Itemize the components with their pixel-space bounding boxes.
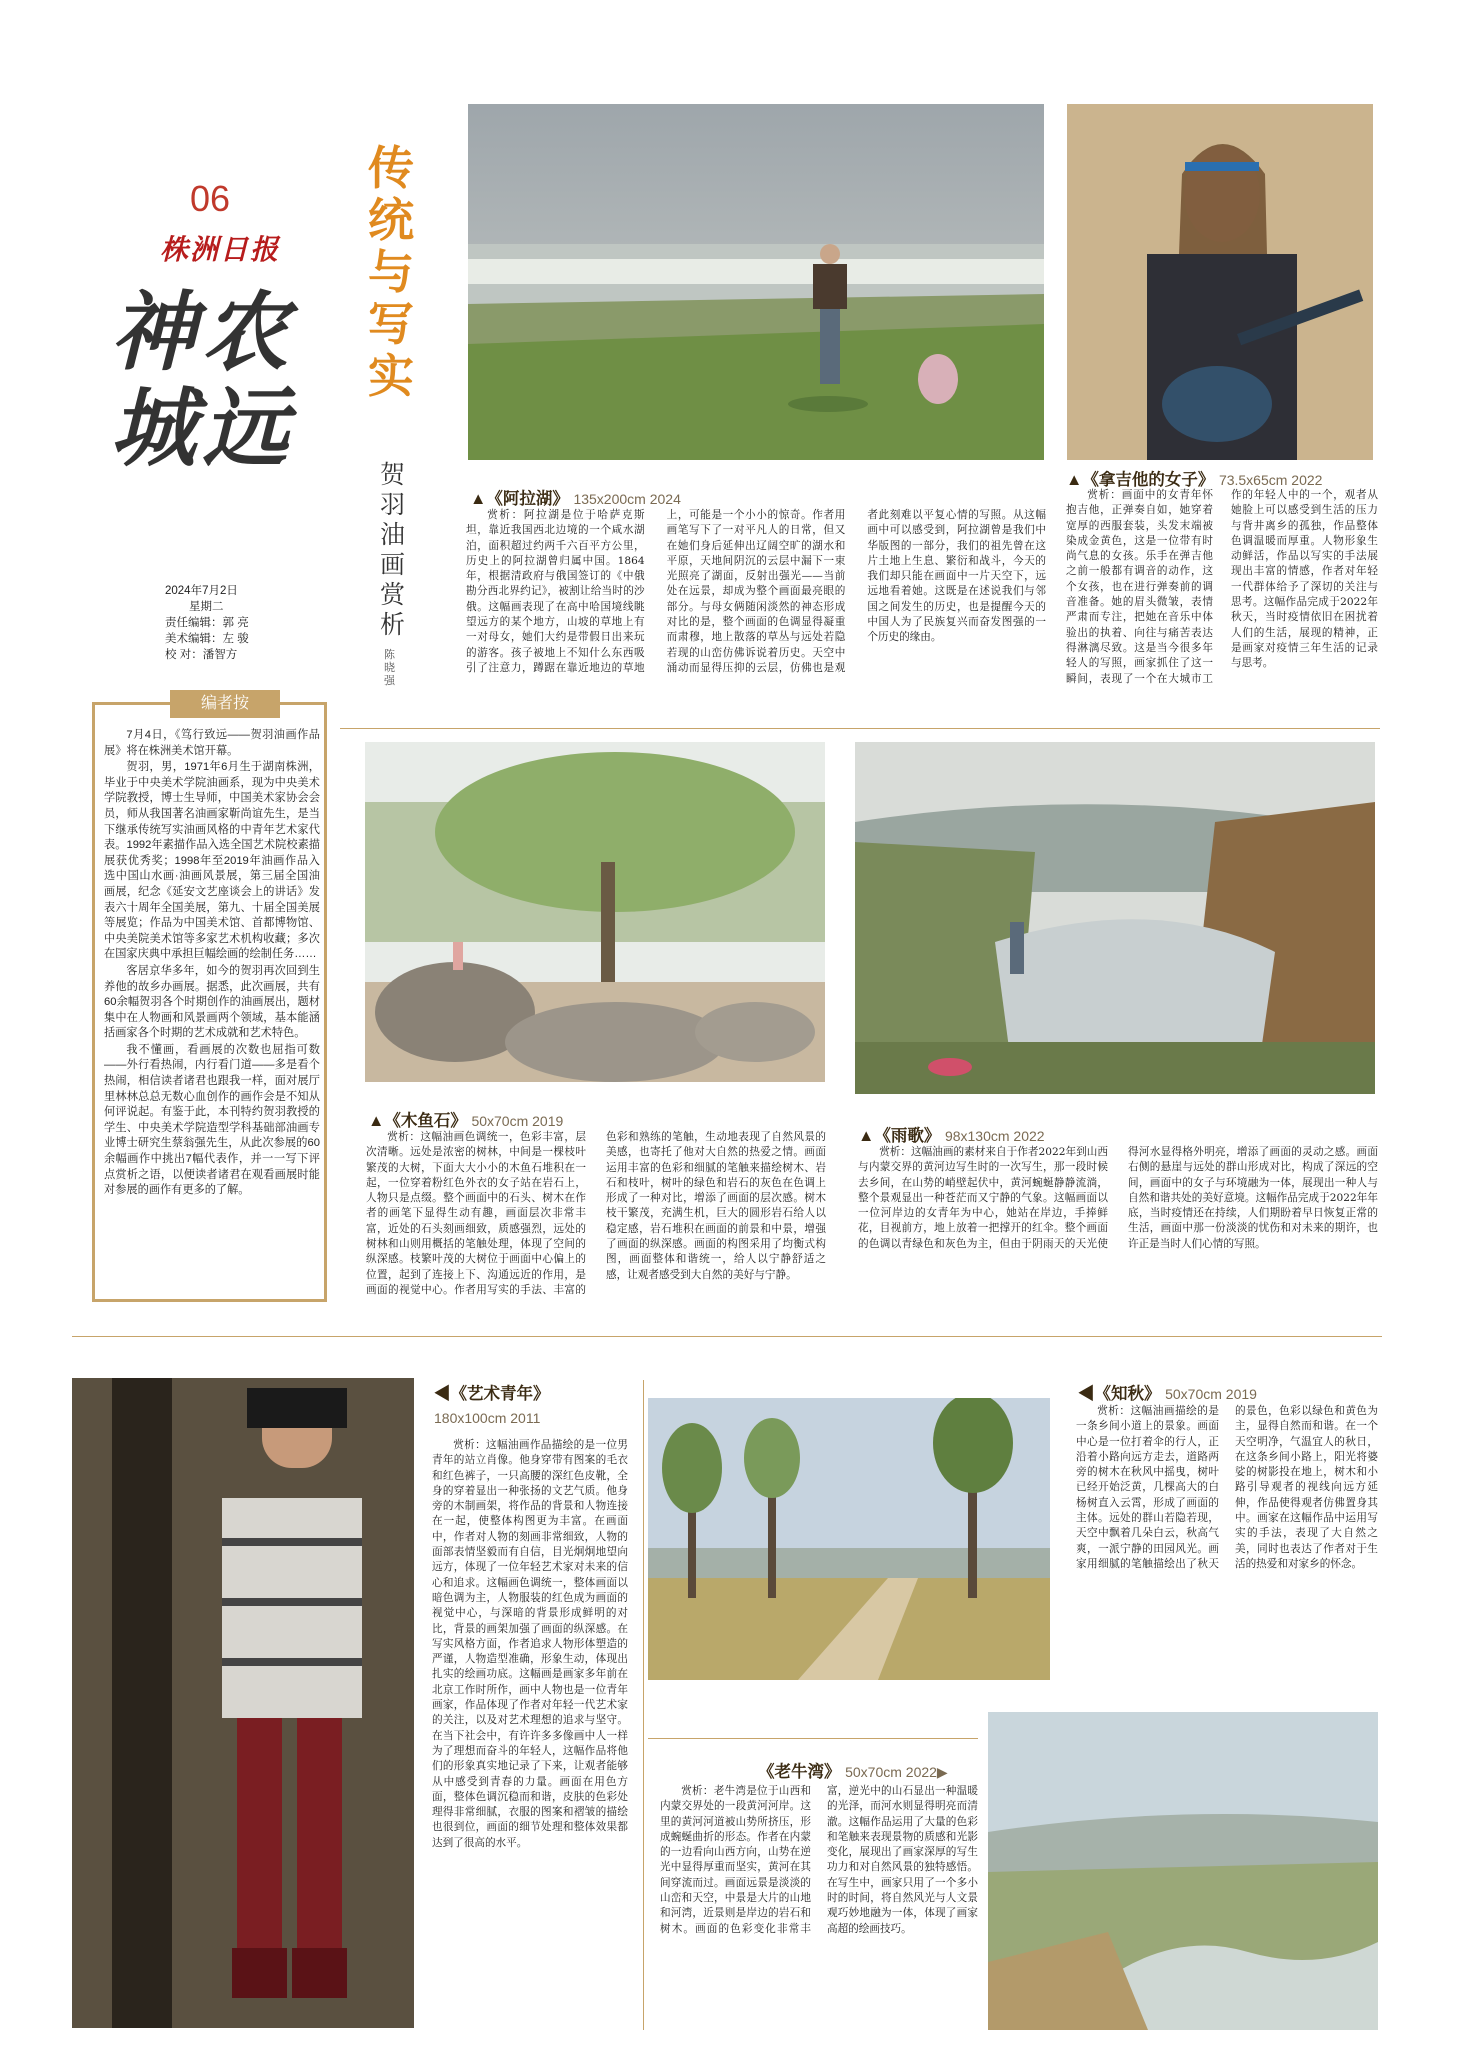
painting-laoniu-analysis: 赏析：老牛湾是位于山西和内蒙交界处的一段黄河河岸。这里的黄河河道被山势所挤压，形成蜿蜒曲折的形态。作者在内蒙的一边看向山西方向，山势在逆光中显得厚重而坚实，黄河在其间穿流而过。画面远景是淡淡的山峦和天空，中景是大片的山地和河湾，近景则是岸边的岩石和树木。画面的色彩变化非常丰富，逆光中的山石显出一种温暖的光泽，而河水则显得明亮而清澈。这幅作品运用了大量的色彩和笔触来表现景物的质感和光影变化，展现出了画家深厚的写生功力和对自然风景的独特感悟。在写生中，画家只用了一个多小时的时间，将自然风光与人文景观巧妙地融为一体，体现了画家高超的绘画技巧。 (660, 1785, 978, 1935)
editor-note-paragraph: 我不懂画，看画展的次数也屈指可数——外行看热闹，内行看门道——多是看个热闹，相信读者诸君也跟我一样，面对展厅里林林总总无数心血创作的画作会是不知从何评说起。有鉴于此，本刊特约贺羽教授的学生、中央美术学院造型学科基础部油画专业博士研究生蔡翁强先生，从此次参展的60余幅画作中挑出7幅代表作，并一一写下评点赏析之语，以便读者诸君在观看画展时能对参展的画作有更多的了解。 (104, 1043, 320, 1197)
painting-muyu-image (365, 742, 825, 1082)
paper-name: 株洲日报 (160, 233, 281, 266)
painting-guitar-image (1067, 104, 1373, 460)
section-divider (72, 1336, 1382, 1337)
issue-proofreader: 校 对：潘智方 (165, 649, 238, 661)
painting-guitar-meta: 73.5x65cm 2022 (1218, 472, 1323, 488)
painting-guitar-caption (1066, 466, 1322, 490)
painting-youth-title: ◀《艺术青年》 (434, 1385, 550, 1403)
painting-zhiqiu-text (1076, 1404, 1378, 1676)
painting-guitar-text (1066, 488, 1378, 720)
painting-zhiqiu-title: ◀《知秋》 (1078, 1385, 1161, 1403)
editor-note-paragraph: 贺羽，男，1971年6月生于湖南株洲，毕业于中央美术学院油画系，现为中央美术学院教授，博士生导师，中国美术家协会会员，师从我国著名油画家靳尚谊先生，是当下继承传统写实油画风格的中青年艺术家代表。1992年素描作品入选全国艺术院校素描展获优秀奖；1998年至2019年油画作品入选中国山水画·油画风景展，第三届全国油画展，纪念《延安文艺座谈会上的讲话》发表六十周年全国美展，第九、十届全国美展等展览；作品为中国美术馆、首都博物馆、中央美院美术馆等多家艺术机构收藏；多次在国家庆典中承担巨幅绘画的绘制任务…… (104, 761, 320, 961)
column-title: 神农城远 (110, 282, 294, 479)
painting-zhiqiu-meta: 50x70cm 2019 (1165, 1386, 1257, 1402)
painting-laoniu-image (988, 1712, 1378, 2030)
painting-youth-meta: 180x100cm 2011 (434, 1410, 541, 1426)
painting-youth-image (72, 1378, 414, 2028)
issue-info (165, 583, 325, 663)
painting-alake-analysis: 赏析：阿拉湖是位于哈萨克斯坦，靠近我国西北边境的一个咸水湖泊，面积超过约两千六百平方公里，历史上的阿拉湖曾归属中国。1864年，根据清政府与俄国签订的《中俄勘分西北界约记》，被割让给当时的沙俄。这幅画表现了在高中哈国境线眺望远方的某个地方，山坡的草地上有一对母女，她们大约是带假日出来玩的游客。孩子被地上不知什么东西吸引了注意力，蹲踞在靠近地边的草地上，可能是一个小小的惊奇。作者用画笔写下了一对平凡人的日常，但又在她们身后延伸出辽阔空旷的湖水和平原，天地间阴沉的云层中漏下一束光照亮了湖面，反射出强光——当前处在远景，却成为整个画面最亮眼的部分。与母女俩随闲淡然的神态形成对比的是，整个画面的色调显得凝重而肃穆，地上散落的草丛与远处若隐若现的山峦仿佛诉说着历史。天空中涌动而显得压抑的云层，仿佛也是观者此刻难以平复心情的写照。从这幅画中可以感受到，阿拉湖曾是我们中华版图的一部分，我们的祖先曾在这片土地上生息、繁衍和战斗，今天的我们却只能在画面中一片天空下，远远地看着她。这既是在述说我们与邻国之间发生的历史，也是提醒今天的中国人为了民族复兴而奋发图强的一个历史的缘由。 (466, 509, 1046, 674)
editor-note-label: 编者按 (170, 690, 280, 718)
painting-alake-title: ▲《阿拉湖》 (470, 490, 569, 508)
painting-youth-caption (434, 1380, 550, 1426)
editor-note-paragraph: 7月4日，《笃行致远——贺羽油画作品展》将在株洲美术馆开幕。 (104, 729, 320, 757)
painting-muyu-text (366, 1130, 826, 1308)
painting-youth-analysis: 赏析：这幅油画作品描绘的是一位男青年的站立肖像。他身穿带有图案的毛衣和红色裤子，一只高腰的深红色皮靴，全身的穿着显出一种张扬的文艺气质。他身旁的木制画架，将作品的背景和人物连接在一起，使整体构图更为丰富。在画面中，作者对人物的刻画非常细致，人物的面部表情坚毅而有自信，目光炯炯地望向远方，体现了一位年轻艺术家对未来的信心和追求。这幅画色调统一，整体画面以暗色调为主，人物服装的红色成为画面的视觉中心，与深暗的背景形成鲜明的对比，背景的画架加强了画面的纵深感。在写实风格方面，作者追求人物形体塑造的严谨，人物造型准确，形象生动，体现出扎实的绘画功底。这幅画是画家多年前在北京工作时所作，画中人物也是一位青年画家，作品体现了作者对年轻一代艺术家的关注，以及对艺术理想的追求与坚守。在当下社会中，有许许多多像画中人一样为了理想而奋斗的年轻人，这幅作品将他们的形象真实地记录了下来，让观者能够从中感受到青春的力量。画面在用色方面，整体色调沉稳而和谐，皮肤的色彩处理得非常细腻，衣服的图案和褶皱的描绘也很到位，画面的细节处理和整体效果都达到了很高的水平。 (432, 1439, 628, 1849)
editor-note-paragraph: 客居京华多年，如今的贺羽再次回到生养他的故乡办画展。据悉，此次画展，共有60余幅贺羽各个时期创作的油画展出，题材集中在人物画和风景画两个领域，基本能涵括画家各个时期的艺术成就和艺术特色。 (104, 964, 320, 1040)
painting-laoniu-title: 《老牛湾》 (758, 1763, 841, 1781)
painting-yuge-text (858, 1145, 1378, 1307)
painting-alake-caption (470, 485, 681, 509)
issue-weekday: 星期二 (189, 601, 224, 613)
issue-editor: 责任编辑：郭 亮 (165, 617, 249, 629)
byline: 陈晓强 (384, 648, 395, 687)
section-divider (648, 1738, 978, 1739)
painting-guitar-analysis: 赏析：画面中的女青年怀抱吉他，正弹奏自如，她穿着宽厚的西服套装，头发末端被染成金黄色，这是一位带有时尚气息的女孩。乐手在弹吉他之前一般都有调音的动作，这个女孩，也在进行弹奏前的调音准备。她的眉头微皱，表情严肃而专注，把她在音乐中体验出的执着、向往与痛苦表达得淋漓尽致。这是当今很多年轻人的写照，画家抓住了这一瞬间，表现了一个在大城市工作的年轻人中的一个，观者从她脸上可以感受到生活的压力与背井离乡的孤独，作品整体色调温暖而厚重。人物形象生动鲜活，作品以写实的手法展现出丰富的情感，作者对年轻一代群体给予了深切的关注与思考。这幅作品完成于2022年秋天，当时疫情依旧在困扰着人们的生活，展现的精神，正是画家对疫情三年生活的记录与思考。 (1066, 489, 1378, 685)
painting-yuge-caption (858, 1122, 1045, 1146)
painting-yuge-title: ▲《雨歌》 (858, 1127, 941, 1145)
painting-yuge-analysis: 赏析：这幅油画的素材来自于作者2022年到山西与内蒙交界的黄河边写生时的一次写生，那一段时候去乡间，在山势的峭壁起伏中，黄河蜿蜒静静流淌，整个景观显出一种苍茫而又宁静的气象。这幅画面以一位河岸边的女青年为中心，她站在岸边，手捧鲜花，目视前方，地上放着一把撑开的红伞。整个画面的色调以青绿色和灰色为主，但由于阴雨天的天光使得河水显得格外明亮，增添了画面的灵动之感。画面右侧的悬崖与远处的群山形成对比，构成了深远的空间，画面中的女子与环境融为一体，展现出一种人与自然和谐共处的美好意境。这幅作品完成于2022年年底，当时疫情还在持续，人们期盼着早日恢复正常的生活，画面中那一份淡淡的忧伤和对未来的期许，也许正是当时人们心情的写照。 (858, 1146, 1378, 1250)
painting-laoniu-meta: 50x70cm 2022▶ (845, 1764, 948, 1780)
painting-zhiqiu-image (648, 1398, 1050, 1680)
painting-yuge-image (855, 742, 1375, 1094)
subheadline: 贺羽油画赏析 (380, 460, 406, 639)
painting-youth-text (432, 1438, 628, 2030)
painting-guitar-title: ▲《拿吉他的女子》 (1066, 471, 1215, 489)
painting-muyu-analysis: 赏析：这幅油画色调统一，色彩丰富，层次清晰。远处是浓密的树林，中间是一棵枝叶繁茂的大树，下面大大小小的木鱼石堆积在一起，一位穿着粉红色外衣的女子站在岩石上，人物只是点缀。整个画面中的石头、树木在作者的画笔下显得生动有趣，画面层次非常丰富，近处的石头刻画细致，质感强烈，远处的树林和山则用概括的笔触处理，体现了空间的纵深感。枝繁叶茂的大树位于画面中心偏上的位置，起到了连接上下、沟通远近的作用，是画面的视觉中心。作者用写实的手法、丰富的色彩和熟练的笔触，生动地表现了自然风景的美感，也寄托了他对大自然的热爱之情。画面运用丰富的色彩和细腻的笔触来描绘树木、岩石和枝叶，树叶的绿色和岩石的灰色在色调上形成了一种对比，增添了画面的层次感。树木枝干繁茂，充满生机，巨大的圆形岩石给人以稳定感，岩石堆积在画面的前景和中景，增强了画面的纵深感。画面的构图采用了均衡式构图，画面整体和谐统一，给人以宁静舒适之感，让观者感受到大自然的美好与宁静。 (366, 1131, 826, 1296)
painting-alake-image (468, 104, 1044, 460)
painting-laoniu-caption (758, 1758, 948, 1782)
editor-note-text (104, 728, 320, 1200)
painting-muyu-meta: 50x70cm 2019 (471, 1113, 564, 1129)
painting-alake-text (466, 508, 1046, 718)
painting-zhiqiu-analysis: 赏析：这幅油画描绘的是一条乡间小道上的景象。画面中心是一位打着伞的行人，正沿着小路向远方走去，道路两旁的树木在秋风中摇曳，树叶已经开始泛黄，几棵高大的白杨树直入云霄，形成了画面的主体。远处的群山若隐若现，天空中飘着几朵白云，秋高气爽，一派宁静的田园风光。画家用细腻的笔触描绘出了秋天的景色，色彩以绿色和黄色为主，显得自然而和谐。在一个天空明净，气温宜人的秋日，在这条乡间小路上，阳光将婆娑的树影投在地上，树木和小路引导观者的视线向远方延伸，作品使得观者仿佛置身其中。画家在这幅作品中运用写实的手法，表现了大自然之美，同时也表达了作者对于生活的热爱和对家乡的怀念。 (1076, 1405, 1378, 1570)
column-divider (643, 1380, 644, 2030)
painting-muyu-title: ▲《木鱼石》 (368, 1112, 467, 1130)
painting-yuge-meta: 98x130cm 2022 (944, 1128, 1045, 1144)
painting-muyu-caption (368, 1107, 563, 1131)
section-divider (340, 728, 1380, 729)
issue-art-editor: 美术编辑：左 骏 (165, 633, 249, 645)
headline: 传统与写实 (368, 141, 414, 403)
painting-laoniu-text (660, 1784, 978, 2032)
painting-zhiqiu-caption (1078, 1380, 1257, 1404)
painting-alake-meta: 135x200cm 2024 (573, 491, 681, 507)
issue-date: 2024年7月2日 (165, 585, 238, 597)
page-number: 06 (190, 178, 231, 219)
